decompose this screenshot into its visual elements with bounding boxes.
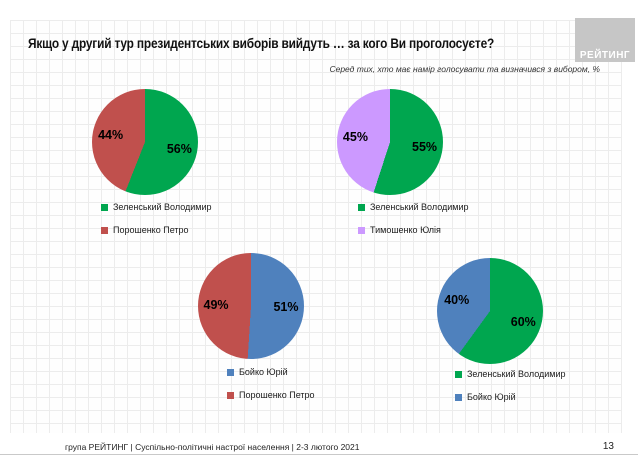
- slice-value-label: 56%: [166, 141, 192, 156]
- page-number: 13: [602, 441, 614, 452]
- legend-swatch: [358, 204, 365, 211]
- legend: [455, 369, 566, 415]
- legend-swatch: [455, 394, 462, 401]
- legend-swatch: [455, 371, 462, 378]
- legend-item: [101, 202, 212, 212]
- rating-logo-text: РЕЙТИНГ: [579, 50, 631, 61]
- legend-item: [227, 367, 315, 377]
- legend-label: Бойко Юрій: [467, 392, 516, 402]
- slice-value-label: 51%: [273, 300, 299, 315]
- legend-label: Зеленський Володимир: [370, 202, 469, 212]
- rating-logo: [575, 18, 635, 62]
- slice-value-label: 60%: [510, 314, 536, 329]
- page-title: Якщо у другий тур президентських виборів вийдуть … за кого Ви проголосуєте?: [28, 36, 495, 51]
- legend-label: Бойко Юрій: [239, 367, 288, 377]
- legend-label: Тимошенко Юлія: [370, 225, 441, 235]
- pie: [198, 253, 304, 359]
- bottom-border: [0, 454, 638, 455]
- legend-item: [101, 225, 212, 235]
- pie: [337, 89, 443, 195]
- legend-label: Зеленський Володимир: [113, 202, 212, 212]
- legend-swatch: [227, 369, 234, 376]
- slice-value-label: 40%: [444, 293, 470, 308]
- legend-swatch: [101, 227, 108, 234]
- legend-item: [358, 225, 469, 235]
- legend-item: [455, 369, 566, 379]
- legend-swatch: [358, 227, 365, 234]
- legend-item: [227, 390, 315, 400]
- legend-item: [358, 202, 469, 212]
- pie-chart-zelenskyi-vs-boiko: [437, 258, 566, 402]
- legend-label: Порошенко Петро: [239, 390, 315, 400]
- pie-chart-zelenskyi-vs-tymoshenko: [337, 89, 469, 235]
- pie: [92, 89, 198, 195]
- slice-value-label: 44%: [98, 128, 124, 143]
- legend-label: Порошенко Петро: [113, 225, 189, 235]
- legend: [227, 367, 315, 413]
- subtitle: Серед тих, хто має намір голосувати та визначився з вибором, %: [329, 64, 600, 74]
- pie-chart-boiko-vs-poroshenko: [198, 253, 315, 400]
- slice-value-label: 45%: [342, 129, 368, 144]
- legend-label: Зеленський Володимир: [467, 369, 566, 379]
- legend: [358, 202, 469, 248]
- slice-value-label: 49%: [203, 297, 229, 312]
- footer-text: група РЕЙТИНГ | Суспільно-політичні настрої населення | 2-3 лютого 2021: [65, 442, 360, 452]
- legend-item: [455, 392, 566, 402]
- pie-chart-zelenskyi-vs-poroshenko: [92, 89, 212, 235]
- legend: [101, 202, 212, 248]
- pie: [437, 258, 543, 364]
- legend-swatch: [101, 204, 108, 211]
- slice-value-label: 55%: [412, 140, 438, 155]
- legend-swatch: [227, 392, 234, 399]
